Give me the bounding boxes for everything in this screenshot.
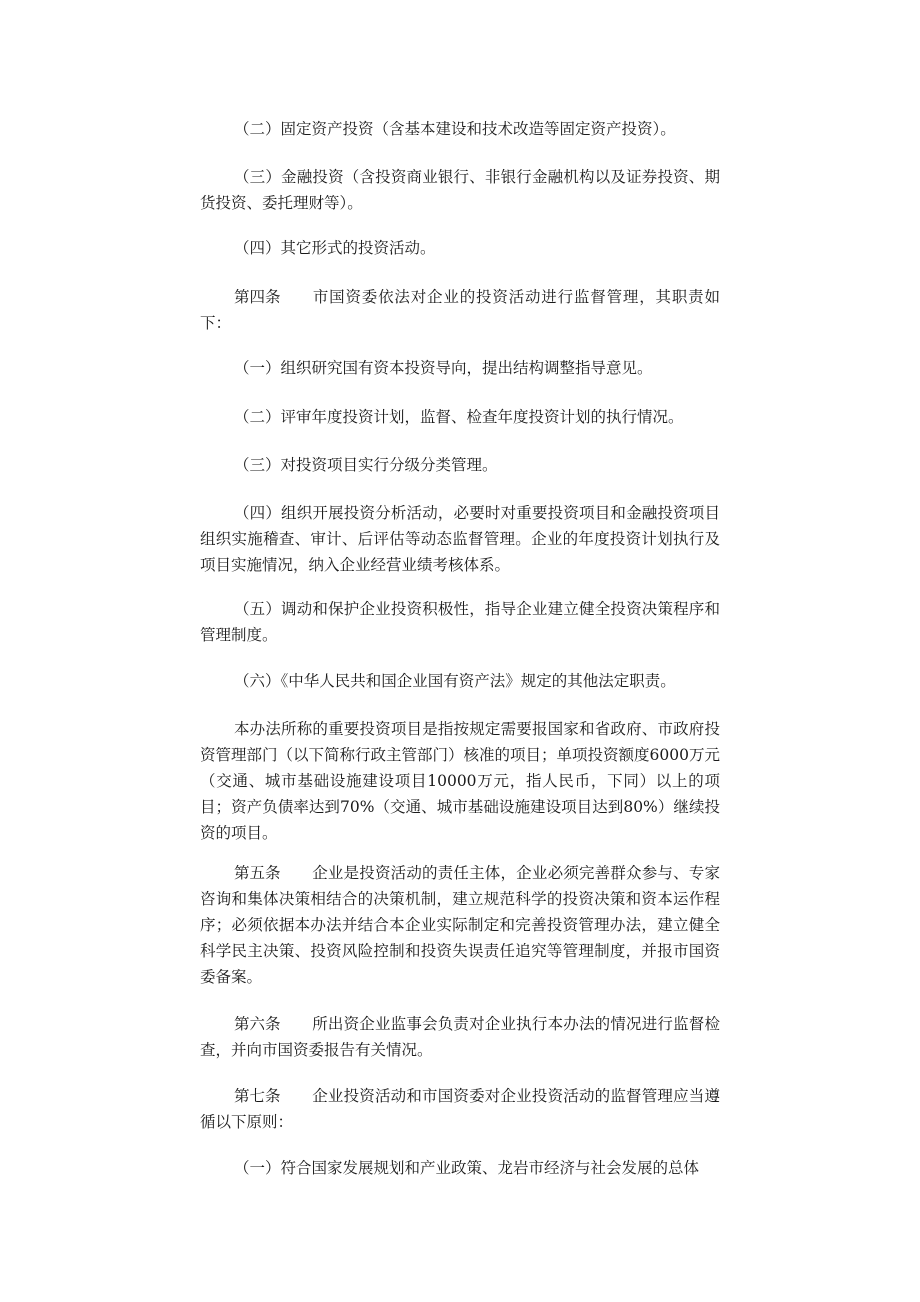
paragraph-fixed-asset-investment (200, 116, 720, 142)
paragraph-financial-investment (200, 164, 720, 216)
duty-item-1 (200, 355, 720, 381)
paragraph-text: （四）其它形式的投资活动。 (234, 239, 436, 257)
article-text: 企业是投资活动的责任主体，企业必须完善群众参与、专家咨询和集体决策相结合的决策机制，建立规范科学的投资决策和资本运作程序；必须依据本办法并结合本企业实际制定和完善投资管理办法，建立健全科学民主决策、投资风险控制和投资失误责任追究等管理制度，并报市国资委备案。 (200, 864, 720, 986)
article-4 (200, 284, 720, 336)
article-text: 所出资企业监事会负责对企业执行本办法的情况进行监督检查，并向市国资委报告有关情况。 (200, 1015, 720, 1059)
paragraph-text: （三）对投资项目实行分级分类管理。 (234, 456, 498, 474)
paragraph-text: （二）固定资产投资（含基本建设和技术改造等固定资产投资）。 (234, 120, 676, 138)
paragraph-text: （二）评审年度投资计划，监督、检查年度投资计划的执行情况。 (234, 408, 684, 426)
paragraph-text: （一）符合国家发展规划和产业政策、龙岩市经济与社会发展的总体 (234, 1159, 700, 1177)
duty-item-5 (200, 596, 720, 648)
paragraph-text: （五）调动和保护企业投资积极性，指导企业建立健全投资决策程序和管理制度。 (200, 600, 720, 644)
duty-item-6 (200, 668, 720, 694)
paragraph-text: （三）金融投资（含投资商业银行、非银行金融机构以及证券投资、期货投资、委托理财等）。 (200, 168, 720, 212)
article-text: 企业投资活动和市国资委对企业投资活动的监督管理应当遵循以下原则： (200, 1087, 720, 1131)
principle-item-1 (200, 1155, 720, 1181)
article-number: 第六条 (234, 1015, 281, 1033)
article-number: 第七条 (234, 1087, 281, 1105)
paragraph-text: （六）《中华人民共和国企业国有资产法》规定的其他法定职责。 (234, 672, 676, 690)
duty-item-4 (200, 500, 720, 578)
article-number: 第四条 (234, 288, 281, 306)
article-7 (200, 1083, 720, 1135)
article-6 (200, 1011, 720, 1063)
paragraph-other-investment (200, 235, 720, 261)
article-5 (200, 860, 720, 990)
duty-item-2 (200, 404, 720, 430)
duty-item-3 (200, 452, 720, 478)
paragraph-text: （一）组织研究国有资本投资导向，提出结构调整指导意见。 (234, 359, 653, 377)
paragraph-text: 本办法所称的重要投资项目是指按规定需要报国家和省政府、市政府投资管理部门（以下简称行政主管部门）核准的项目；单项投资额度6000万元（交通、城市基础设施建设项目10000万元，指人民币，下同）以上的项目；资产负债率达到70%（交通、城市基础设施建设项目达到80%）继续投资的项目。 (200, 720, 720, 842)
article-number: 第五条 (234, 864, 281, 882)
paragraph-text: （四）组织开展投资分析活动，必要时对重要投资项目和金融投资项目组织实施稽查、审计、后评估等动态监督管理。企业的年度投资计划执行及项目实施情况，纳入企业经营业绩考核体系。 (200, 504, 720, 574)
paragraph-major-projects-definition (200, 716, 720, 846)
article-text: 市国资委依法对企业的投资活动进行监督管理，其职责如下： (200, 288, 720, 332)
